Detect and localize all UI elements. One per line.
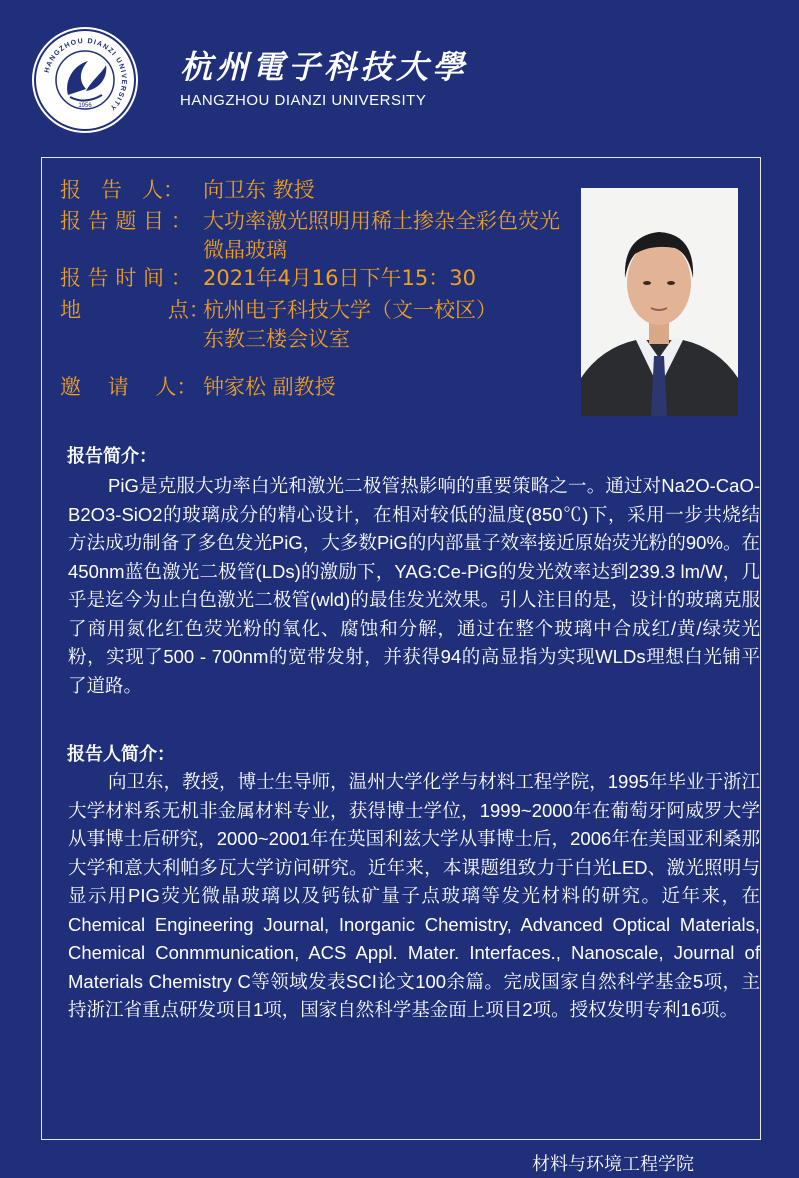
time-row bbox=[60, 264, 476, 293]
topic-label: 报 告 题 目 ： bbox=[60, 209, 192, 233]
bio-text: 向卫东，教授，博士生导师，温州大学化学与材料工程学院，1995年毕业于浙江大学材料系无机非金属材料专业，获得博士学位，1999~2000年在葡萄牙阿威罗大学从事博士后研究，2000~2001年在英国利兹大学从事博士后，2006年在美国亚利桑那大学和意大利帕多瓦大学访问研究。近年来，本课题组致力于白光LED、激光照明与显示用PIG荧光微晶玻璃以及钙钛矿量子点玻璃等发光材料的研究。近年来，在Chemical Engineering Journal, Inorganic Chemistry, Advanced Optical Materials, Chemical Conmmunication, ACS Appl. Mater. Interfaces., Nanoscale, Journal of Materials Chemistry C等领域发表SCI论文100余篇。完成国家自然科学基金5项，主持浙江省重点研发项目1项，国家自然科学基金面上项目2项。授权发明专利16项。 bbox=[68, 771, 760, 1020]
speaker-value: 向卫东 教授 bbox=[203, 178, 315, 202]
place-row bbox=[60, 296, 497, 351]
place-label: 地 点： bbox=[60, 298, 210, 322]
time-label: 报 告 时 间 ： bbox=[60, 266, 192, 290]
university-seal-icon bbox=[30, 25, 140, 135]
inviter-row bbox=[60, 373, 336, 402]
place-value: 杭州电子科技大学（文一校区）东教三楼会议室 bbox=[203, 298, 497, 351]
university-name-en: HANGZHOU DIANZI UNIVERSITY bbox=[180, 92, 427, 109]
university-name-cn: 杭州電子科技大學 bbox=[180, 48, 469, 86]
speaker-photo bbox=[581, 188, 738, 416]
inviter-value: 钟家松 副教授 bbox=[203, 375, 336, 399]
topic-row bbox=[60, 207, 560, 262]
abstract-text: PiG是克服大功率白光和激光二极管热影响的重要策略之一。通过对Na2O-CaO-B2O3-SiO2的玻璃成分的精心设计，在相对较低的温度(850℃)下，采用一步共烧结方法成功制备了多色发光PiG，大多数PiG的内部量子效率接近原始荧光粉的90%。在450nm蓝色激光二极管(LDs)的激励下，YAG:Ce-PiG的发光效率达到239.3 lm/W，几乎是迄今为止白色激光二极管(wld)的最佳发光效果。引人注目的是，设计的玻璃克服了商用氮化红色荧光粉的氧化、腐蚀和分解，通过在整个玻璃中合成红/黄/绿荧光粉，实现了500 - 700nm的宽带发射，并获得94的高显指为实现WLDs理想白光铺平了道路。 bbox=[68, 475, 760, 696]
time-value: 2021年4月16日下午15：30 bbox=[203, 266, 476, 290]
speaker-label: 报 告 人： bbox=[60, 178, 185, 202]
inviter-label: 邀 请 人： bbox=[60, 375, 198, 399]
bio-title: 报告人简介： bbox=[67, 744, 175, 765]
seal-year: 1956 bbox=[78, 103, 92, 109]
seal-text: HANGZHOU DIANZI UNIVERSITY bbox=[43, 37, 128, 112]
topic-value: 大功率激光照明用稀土掺杂全彩色荧光微晶玻璃 bbox=[203, 209, 560, 262]
school-name: 材料与环境工程学院 bbox=[532, 1154, 694, 1175]
speaker-row bbox=[60, 176, 315, 205]
speaker-portrait-icon bbox=[581, 188, 738, 416]
header bbox=[0, 0, 799, 150]
abstract-title: 报告简介： bbox=[67, 446, 157, 467]
